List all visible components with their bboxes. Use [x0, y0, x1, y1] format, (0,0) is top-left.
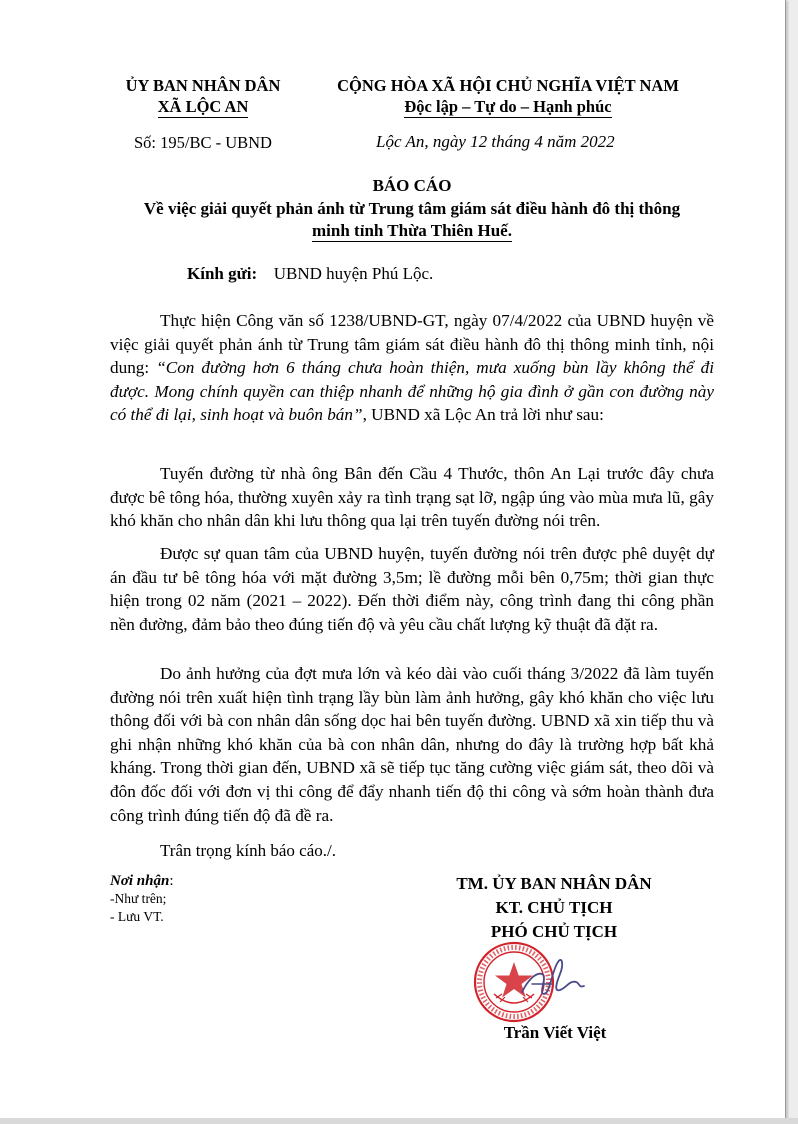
national-heading: [318, 76, 698, 118]
viewer-bottom-edge: [0, 1118, 798, 1124]
recipient-item: -Như trên;: [110, 891, 167, 906]
p1-intro: Thực hiện Công văn số 1238/UBND-GT, ngày 07/4/2022 của UBND huyện về việc giải quyết phản ánh từ Trung tâm giám sát điều hành đô thị thông minh tỉnh, nội dung:: [110, 311, 714, 378]
recipients-label: Nơi nhận: [110, 873, 170, 889]
recipient-value: UBND huyện Phú Lộc.: [273, 264, 434, 283]
nation-line-1: CỘNG HÒA XÃ HỘI CHỦ NGHĨA VIỆT NAM: [337, 76, 679, 95]
recipients-colon: :: [169, 873, 174, 889]
signature-line-3: PHÓ CHỦ TỊCH: [490, 922, 618, 941]
place-date: Lộc An, ngày 12 tháng 4 năm 2022: [376, 132, 615, 151]
org-name: [108, 76, 298, 118]
recipients-block: [110, 872, 174, 926]
signer-name: Trần Viết Việt: [503, 1023, 607, 1042]
viewer-background: [789, 0, 798, 1124]
paragraph-1: [110, 309, 714, 427]
paragraph-2: Tuyến đường từ nhà ông Bân đến Cầu 4 Thước, thôn An Lại trước đây chưa được bê tông hóa, thường xuyên xảy ra tình trạng sạt lỡ, ngập úng vào mùa mưa lũ, gây khó khăn cho nhân dân khi lưu thông qua lại trên tuyến đường nói trên.: [110, 464, 714, 531]
doc-subject-line-1: Về việc giải quyết phản ánh từ Trung tâm giám sát điều hành đô thị thông: [143, 199, 681, 218]
signature-titles: [430, 872, 678, 944]
doc-subject-line-2: [110, 221, 714, 242]
org-line-1: ỦY BAN NHÂN DÂN: [125, 76, 281, 95]
p1-quote: “Con đường hơn 6 tháng chưa hoàn thiện, mưa xuống bùn lầy không thể đi được. Mong chính quyền can thiệp nhanh để những hộ gia đình ở gần con đường này có thể đi lại, sinh hoạt và buôn bán”: [110, 358, 715, 425]
recipient-line: [187, 264, 433, 284]
doc-number: Số: 195/BC - UBND: [134, 133, 272, 152]
paragraph-3: Được sự quan tâm của UBND huyện, tuyến đường nói trên được phê duyệt dự án đầu tư bê tông hóa với mặt đường 3,5m; lề đường mỗi bên 0,75m; thời gian thực hiện trong 02 năm (2021 – 2022). Đến thời điểm này, công trình đang thi công phần nền đường, đảm bảo theo đúng tiến độ và yêu cầu chất lượng kỹ thuật đã đặt ra.: [110, 544, 714, 634]
doc-title: BÁO CÁO: [372, 176, 452, 195]
org-line-2: XÃ LỘC AN: [157, 97, 249, 116]
recipient-label: Kính gửi:: [187, 264, 258, 283]
nation-line-2: Độc lập – Tự do – Hạnh phúc: [404, 97, 612, 116]
closing-line: Trân trọng kính báo cáo./.: [160, 841, 336, 860]
doc-subject-text: minh tỉnh Thừa Thiên Huế.: [312, 221, 512, 240]
p1-end: , UBND xã Lộc An trả lời như sau:: [362, 405, 604, 425]
paragraph-4: Do ảnh hưởng của đợt mưa lớn và kéo dài vào cuối tháng 3/2022 đã làm tuyến đường nói trên xuất hiện tình trạng lầy bùn làm ảnh hưởng, gây khó khăn cho việc lưu thông đối với bà con nhân dân sống dọc hai bên tuyến đường. UBND xã xin tiếp thu và ghi nhận những khó khăn của bà con nhân dân, nhưng do đây là trường hợp bất khả kháng. Trong thời gian đến, UBND xã sẽ tiếp tục tăng cường việc giám sát, theo dõi và đôn đốc đối với đơn vị thi công để đẩy nhanh tiến độ thi công và sớm hoàn thành đưa công trình đúng tiến độ đã đề ra.: [110, 664, 714, 825]
signature-line-1: TM. ỦY BAN NHÂN DÂN: [456, 874, 652, 893]
signature-line-2: KT. CHỦ TỊCH: [495, 898, 613, 917]
handwritten-signature-icon: [518, 950, 588, 1010]
recipient-item: - Lưu VT.: [110, 909, 164, 924]
